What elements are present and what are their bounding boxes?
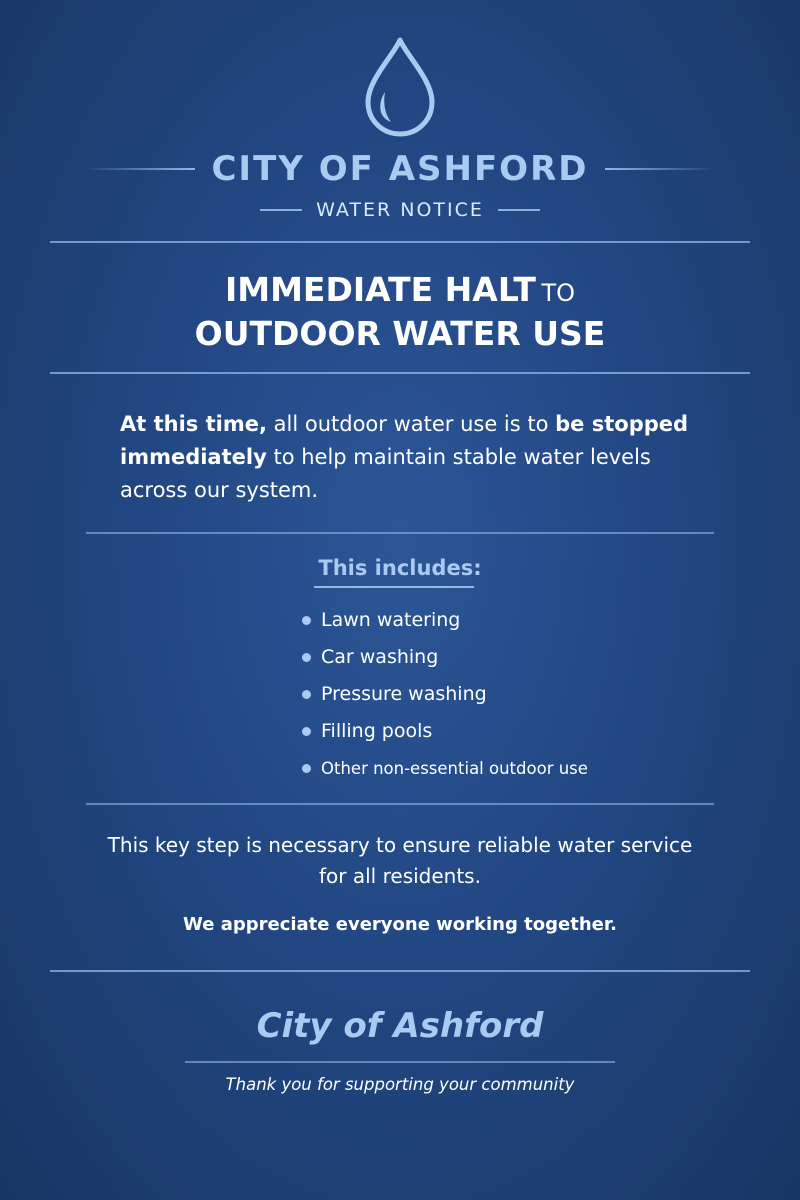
bullet-icon [302, 616, 311, 625]
appreciation-text: We appreciate everyone working together. [183, 914, 617, 935]
list-item [302, 717, 432, 745]
list-item [302, 643, 438, 671]
includes-underline [314, 586, 474, 588]
list-item-label: Other non-essential outdoor use [321, 758, 588, 778]
signature: City of Ashford [256, 1006, 544, 1046]
divider [50, 970, 750, 972]
organization-title: CITY OF ASHFORD [211, 149, 589, 189]
intro-paragraph [100, 408, 700, 507]
bullet-icon [302, 764, 311, 773]
headline-line-2 [0, 314, 800, 353]
includes-title: This includes: [318, 556, 482, 580]
decorative-line [85, 168, 195, 170]
header-organization-row [0, 146, 800, 192]
intro-emphasis-1: At this time, [120, 412, 267, 436]
bullet-icon [302, 727, 311, 736]
divider [86, 532, 714, 534]
intro-text-1: all outdoor water use is to [266, 412, 556, 436]
list-item [302, 754, 588, 782]
closing-paragraph: This key step is necessary to ensure reliable water service for all residents. [107, 833, 693, 888]
decorative-line [605, 168, 715, 170]
bullet-icon [302, 653, 311, 662]
list-item-label: Lawn watering [321, 609, 461, 631]
headline-bold-2: OUTDOOR WATER USE [194, 314, 606, 353]
intro-emphasis-2: be stopped immediately [120, 412, 689, 469]
notice-type-row [0, 196, 800, 224]
list-item-label: Filling pools [321, 720, 433, 742]
decorative-line [498, 209, 540, 211]
headline-connector: TO [541, 279, 576, 307]
list-item [302, 680, 487, 708]
notice-type: WATER NOTICE [316, 199, 484, 221]
list-item-label: Pressure washing [321, 683, 487, 705]
intro-text-2: to help maintain stable water levels across our system. [120, 445, 651, 502]
divider [86, 803, 714, 805]
signature-underline [185, 1061, 615, 1063]
list-item-label: Car washing [321, 646, 439, 668]
list-item [302, 606, 460, 634]
bullet-icon [302, 690, 311, 699]
divider [50, 241, 750, 243]
water-drop-icon [363, 36, 437, 138]
footer-tagline: Thank you for supporting your community [225, 1075, 575, 1094]
decorative-line [260, 209, 302, 211]
headline-bold: IMMEDIATE HALT [224, 270, 536, 309]
divider [50, 372, 750, 374]
headline-line-1 [0, 270, 800, 309]
